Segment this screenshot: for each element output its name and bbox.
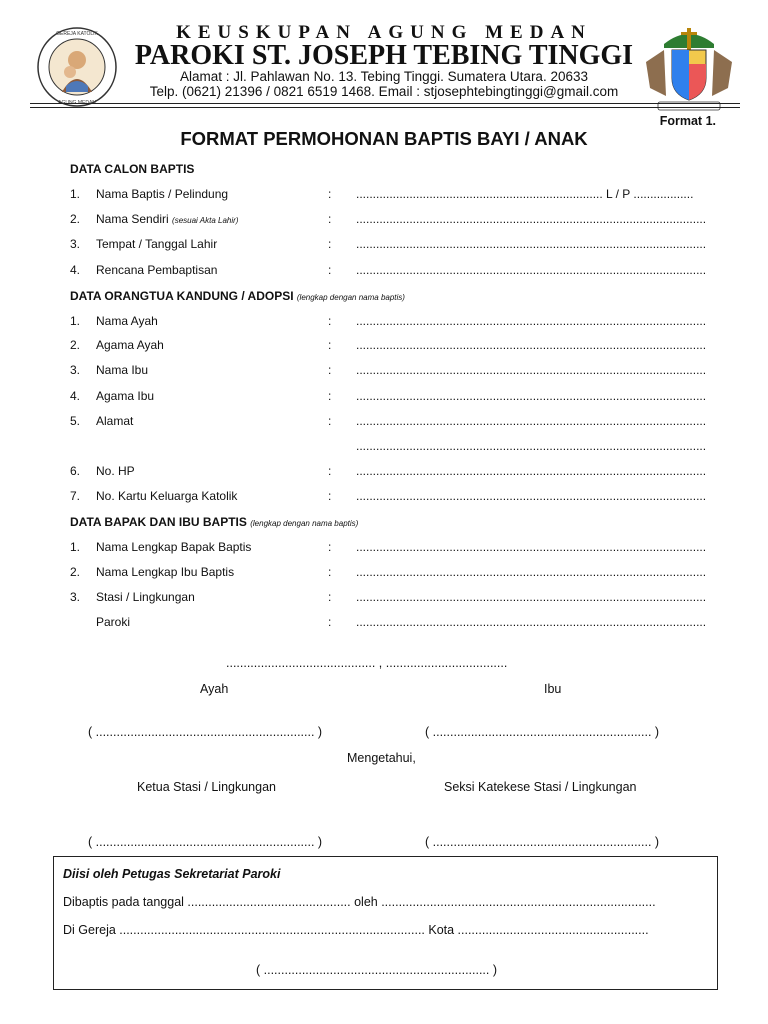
signature-label-mother: Ibu [544,682,562,696]
form-title: FORMAT PERMOHONAN BAPTIS BAYI / ANAK [180,128,588,149]
field-label-father-name: Nama Ayah [96,314,158,328]
field-colon: : [328,363,332,377]
field-input-baptism-name[interactable]: .......................................................................... L / P .................. [356,187,694,201]
field-colon: : [328,212,332,226]
field-label-address: Alamat [96,414,134,428]
field-note: (sesuai Akta Lahir) [172,216,239,225]
diocese-name: KEUSKUPAN AGUNG MEDAN [176,22,592,43]
field-label-mother-religion: Agama Ibu [96,389,155,403]
field-input-godfather-name[interactable]: ......................................................................................................... [356,540,707,554]
field-label-father-religion: Agama Ayah [96,338,164,352]
field-input-address-line2[interactable]: ......................................................................................................... [356,439,707,453]
signature-label-station-head: Ketua Stasi / Lingkungan [137,780,276,794]
section-godparents-note: (lengkap dengan nama baptis) [250,519,359,528]
place-date-field[interactable]: ........................................... , ................................... [226,656,508,670]
field-input-station[interactable]: ......................................................................................................... [356,590,707,604]
signature-label-father: Ayah [200,682,229,696]
field-input-address[interactable]: ......................................................................................................... [356,414,707,428]
field-number: 4. [70,263,81,277]
field-label-parish: Paroki [96,615,131,629]
signature-field-catechesis[interactable]: ( ............................................................... ) [425,835,660,849]
field-label-baptism-name: Nama Baptis / Pelindung [96,187,229,201]
field-colon: : [328,565,332,579]
parish-contact: Telp. (0621) 21396 / 0821 6519 1468. Email : stjosephtebingtinggi@gmail.com [149,84,619,99]
field-colon: : [328,187,332,201]
field-number: 6. [70,464,81,478]
field-number: 2. [70,338,81,352]
signature-label-catechesis: Seksi Katekese Stasi / Lingkungan [444,780,637,794]
field-number: 2. [70,212,81,226]
field-colon: : [328,464,332,478]
field-number: 1. [70,187,81,201]
field-colon: : [328,237,332,251]
field-colon: : [328,414,332,428]
acknowledged-label: Mengetahui, [347,751,416,765]
field-input-phone[interactable]: ......................................................................................................... [356,464,707,478]
svg-text:AGUNG MEDAN: AGUNG MEDAN [58,100,96,106]
field-number: 1. [70,540,81,554]
field-colon: : [328,540,332,554]
field-label-station: Stasi / Lingkungan [96,590,195,604]
field-number: 3. [70,590,81,604]
parish-address-block [0,69,768,99]
field-input-mother-religion[interactable]: ......................................................................................................... [356,389,707,403]
field-input-birth-place-date[interactable]: ......................................................................................................... [356,237,707,251]
field-colon: : [328,489,332,503]
section-candidate-title: DATA CALON BAPTIS [70,162,195,176]
field-label-mother-name: Nama Ibu [96,363,149,377]
field-number: 3. [70,363,81,377]
field-number: 4. [70,389,81,403]
field-label-birth-place-date: Tempat / Tanggal Lahir [96,237,218,251]
field-number: 2. [70,565,81,579]
field-label-godfather-name: Nama Lengkap Bapak Baptis [96,540,252,554]
format-number: Format 1. [659,114,716,128]
field-input-father-religion[interactable]: ......................................................................................................... [356,338,707,352]
svg-text:GEREJA KATOLIK: GEREJA KATOLIK [56,31,98,37]
signature-field-father[interactable]: ( ............................................................... ) [88,725,323,739]
baptism-date-officiant-field[interactable]: Dibaptis pada tanggal ............................................... oleh ............................................................................... [63,895,656,909]
field-colon: : [328,338,332,352]
field-label-godmother-name: Nama Lengkap Ibu Baptis [96,565,235,579]
field-colon: : [328,314,332,328]
field-input-baptism-plan[interactable]: ......................................................................................................... [356,263,707,277]
field-colon: : [328,615,332,629]
field-label-phone: No. HP [96,464,135,478]
field-input-father-name[interactable]: ......................................................................................................... [356,314,707,328]
field-input-own-name[interactable]: ......................................................................................................... [356,212,707,226]
field-colon: : [328,590,332,604]
field-label-own-name: Nama Sendiri (sesuai Akta Lahir) [96,212,239,226]
section-godparents-title: DATA BAPAK DAN IBU BAPTIS (lengkap dengan nama baptis) [70,515,359,529]
section-parents-title: DATA ORANGTUA KANDUNG / ADOPSI (lengkap dengan nama baptis) [70,289,405,303]
field-input-mother-name[interactable]: ......................................................................................................... [356,363,707,377]
field-label-baptism-plan: Rencana Pembaptisan [96,263,218,277]
header-rule-thick [30,103,740,104]
field-input-parish[interactable]: ......................................................................................................... [356,615,707,629]
signature-field-mother[interactable]: ( ............................................................... ) [425,725,660,739]
header-rule-thin [30,107,740,108]
field-number: 1. [70,314,81,328]
parish-address: Alamat : Jl. Pahlawan No. 13. Tebing Tinggi. Sumatera Utara. 20633 [180,69,588,84]
church-city-field[interactable]: Di Gereja ........................................................................................ Kota ....................................................... [63,923,649,937]
field-colon: : [328,389,332,403]
office-use-title: Diisi oleh Petugas Sekretariat Paroki [63,867,281,881]
field-number: 3. [70,237,81,251]
section-parents-note: (lengkap dengan nama baptis) [296,293,405,302]
field-number: 5. [70,414,81,428]
office-signature-field[interactable]: ( ................................................................. ) [256,963,498,977]
field-colon: : [328,263,332,277]
field-input-family-card[interactable]: ......................................................................................................... [356,489,707,503]
field-label-family-card: No. Kartu Keluarga Katolik [96,489,238,503]
parish-name: PAROKI ST. JOSEPH TEBING TINGGI [134,40,634,71]
field-number: 7. [70,489,81,503]
field-input-godmother-name[interactable]: ......................................................................................................... [356,565,707,579]
signature-field-station-head[interactable]: ( ............................................................... ) [88,835,323,849]
